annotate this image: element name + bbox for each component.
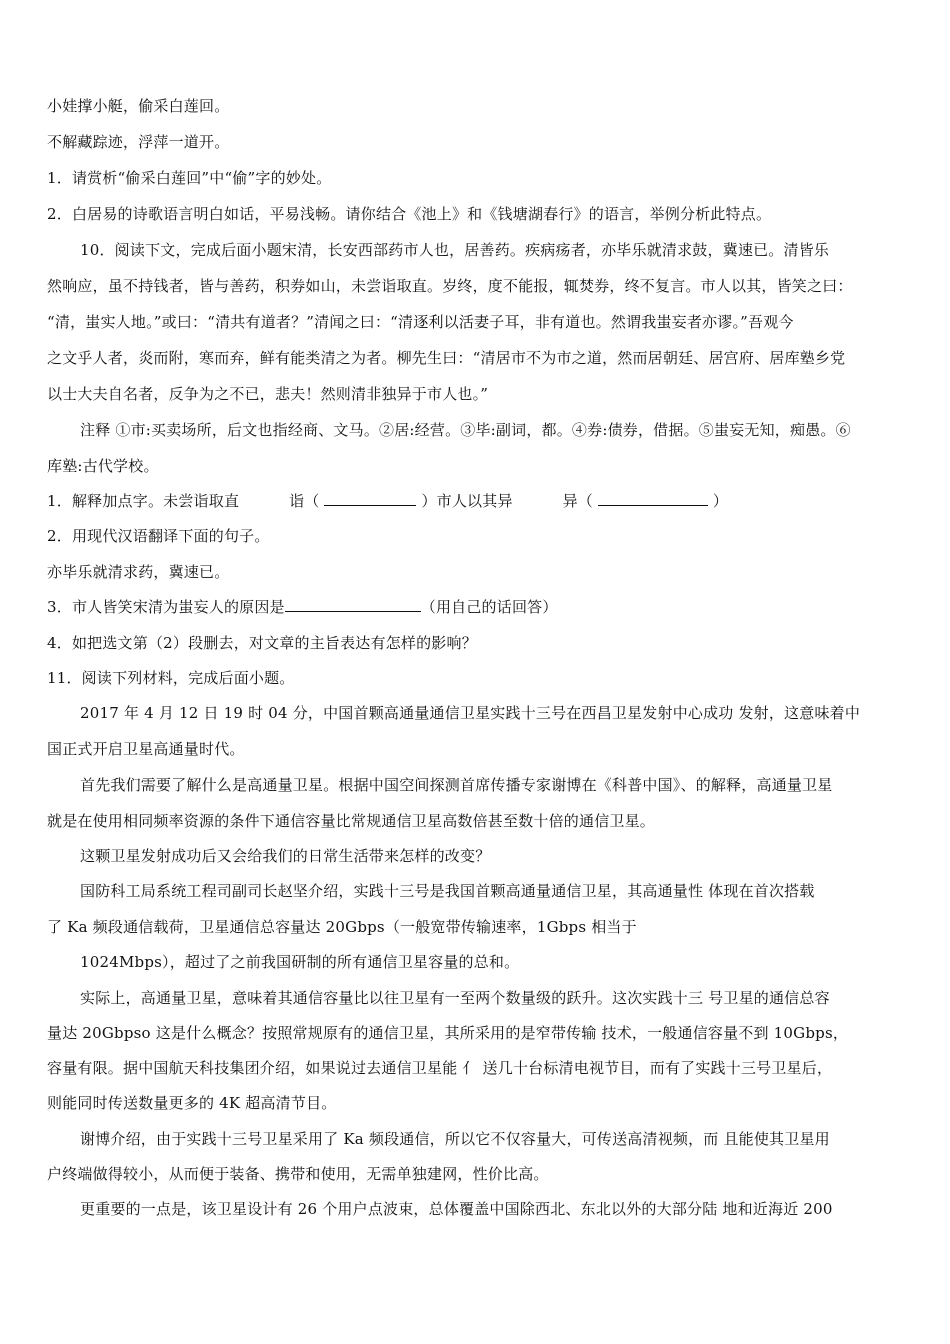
q10-passage-line-1: 10．阅读下文，完成后面小题宋清，长安西部药市人也，居善药。疾病疡者，亦毕乐就清求鼓，冀速已。清皆乐 — [80, 241, 830, 259]
q11-heading: 11．阅读下列材料，完成后面小题。 — [47, 669, 295, 687]
q10-passage-line-2: 然响应，虽不持钱者，皆与善药，积券如山，未尝诣取直。岁终，度不能报，辄焚券，终不复言。市人以其，皆笑之曰： — [47, 277, 853, 295]
q3-text-a: 3．市人皆笑宋清为蚩妄人的原因是 — [47, 598, 285, 616]
q10-passage-line-3: “清，蚩实人地。”或曰：“清共有道者？”清闻之曰：“清逐利以活妻子耳，非有道也。然谓我蚩妄者亦谬。”吾观今 — [47, 313, 794, 331]
q11-line-6: 国防科工局系统工程司副司长赵坚介绍，实践十三号是我国首颗高通量通信卫星，其高通量性 体现在首次搭载 — [80, 882, 815, 900]
q11-line-9: 实际上，高通量卫星，意味着其通信容量比以往卫星有一至两个数量级的跃升。这次实践十三 号卫星的通信总容 — [80, 989, 830, 1007]
q1-text-a: 1．解释加点字。未尝诣取直 — [47, 492, 240, 510]
q11-line-15: 更重要的一点是，该卫星设计有 26 个用户点波束，总体覆盖中国除西北、东北以外的大部分陆 地和近海近 200 — [80, 1200, 833, 1218]
q11-line-11: 容量有限。据中国航天科技集团介绍，如果说过去通信卫星能 亻 送几十台标清电视节目，而有了实践十三号卫星后， — [47, 1059, 833, 1077]
poem-line-1: 小娃撑小艇，偷采白莲回。 — [47, 97, 230, 115]
q11-line-8: 1024Mbps），超过了之前我国研制的所有通信卫星容量的总和。 — [80, 953, 520, 971]
q10-passage-line-5: 以士大夫自名者，反争为之不已，悲夫！然则清非独异于市人也。” — [47, 385, 489, 403]
q10-notes-line-1: 注释 ①市:买卖场所，后文也指经商、文马。②居:经营。③毕:副词，都。④券:债券，借据。⑤蚩妄无知，痴愚。⑥ — [80, 421, 851, 439]
q11-line-3: 首先我们需要了解什么是高通量卫星。根据中国空间探测首席传播专家谢博在《科普中国》、的解释，高通量卫星 — [80, 776, 833, 794]
answer-blank-2[interactable] — [598, 491, 708, 506]
q11-line-4: 就是在使用相同频率资源的条件下通信容量比常规通信卫星高数倍甚至数十倍的通信卫星。 — [47, 812, 656, 830]
answer-blank-3[interactable] — [285, 597, 421, 612]
answer-blank-1[interactable] — [324, 491, 416, 506]
q10-question-3 — [47, 597, 910, 617]
poem-line-2: 不解藏踪迹，浮萍一道开。 — [47, 133, 230, 151]
q10-question-4: 4．如把选文第（2）段删去，对文章的主旨表达有怎样的影响？ — [47, 634, 477, 652]
q1-text-b: 诣（ — [289, 492, 320, 510]
q10-passage-line-4: 之文乎人者，炎而附，寒而弃，鲜有能类清之为者。柳先生曰：“清居市不为市之道，然而居朝廷、居宫府、居库塾乡党 — [47, 349, 846, 367]
q11-line-12: 则能同时传送数量更多的 4K 超高清节目。 — [47, 1094, 337, 1112]
q10-question-1 — [47, 491, 910, 511]
q11-line-2: 国正式开启卫星高通量时代。 — [47, 740, 245, 758]
q1-text-c: ）市人以其异 — [421, 492, 513, 510]
q11-line-10: 量达 20Gbpso 这是什么概念？按照常规原有的通信卫星，其所采用的是窄带传输 技术，一般通信容量不到 10Gbps， — [47, 1024, 849, 1042]
q10-question-2-sentence: 亦毕乐就清求药，冀速已。 — [47, 563, 230, 581]
q11-line-13: 谢博介绍，由于实践十三号卫星采用了 Ka 频段通信，所以它不仅容量大，可传送高清视频，而 且能使其卫星用 — [80, 1130, 830, 1148]
q1-text-d: 异（ — [562, 492, 593, 510]
poem-question-1: 1．请赏析“偷采白莲回”中“偷”字的妙处。 — [47, 169, 332, 187]
poem-question-2: 2．白居易的诗歌语言明白如话，平易浅畅。请你结合《池上》和《钱塘湖春行》的语言，举例分析此特点。 — [47, 205, 772, 223]
q11-line-5: 这颗卫星发射成功后又会给我们的日常生活带来怎样的改变？ — [80, 847, 491, 865]
q3-text-b: （用自己的话回答） — [420, 598, 558, 616]
q11-line-1: 2017 年 4 月 12 日 19 时 04 分，中国首颗高通量通信卫星实践十三号在西昌卫星发射中心成功 发射，这意味着中 — [80, 704, 861, 722]
q10-question-2: 2．用现代汉语翻译下面的句子。 — [47, 527, 270, 545]
q11-line-7: 了 Ka 频段通信载荷，卫星通信总容量达 20Gbps（一般宽带传输速率，1Gbps 相当于 — [47, 918, 637, 936]
q1-text-e: ） — [712, 492, 729, 510]
q11-line-14: 户终端做得较小，从而便于装备、携带和使用，无需单独建网，性价比高。 — [47, 1165, 549, 1183]
q10-notes-line-2: 库塾:古代学校。 — [47, 457, 159, 475]
